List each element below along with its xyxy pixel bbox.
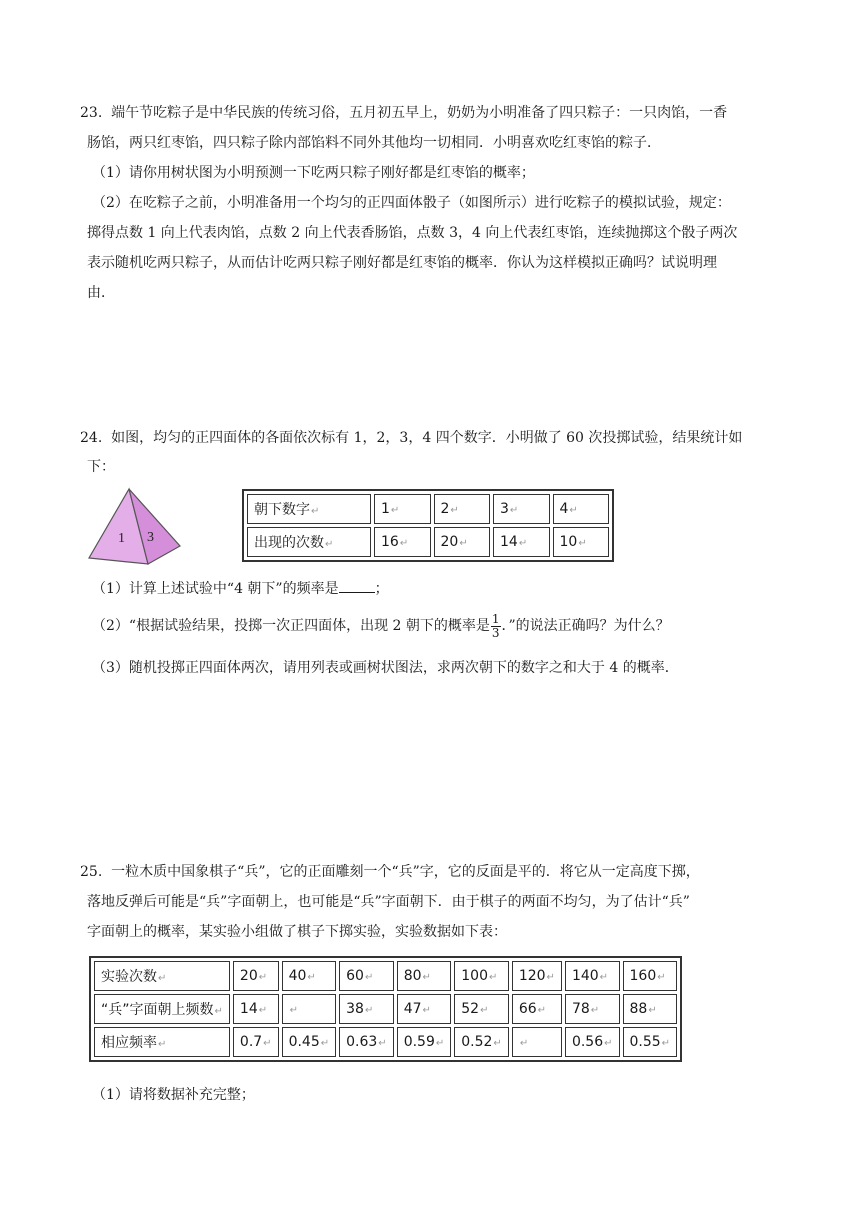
q23-part2-line4: 由．: [87, 285, 115, 301]
fraction-denominator: 3: [491, 625, 500, 640]
q23-number: 23.: [80, 105, 103, 121]
q24-stem-line2: 下：: [87, 459, 115, 475]
table-cell: 66↵: [512, 994, 562, 1024]
table-row: [94, 961, 677, 991]
q25-experiment-table: [89, 956, 682, 1062]
fraction-one-third: [491, 613, 501, 640]
q24-part2-end: ．”的说法正确吗？为什么？: [501, 618, 670, 634]
q24-stem-text: 如图，均匀的正四面体的各面依次标有 1，2，3，4 四个数字．小明做了 60 次投掷试验，结果统计如: [111, 430, 743, 446]
table-row: [94, 1027, 677, 1057]
table-cell: 16↵: [374, 527, 431, 557]
q25-number: 25.: [80, 864, 103, 880]
table-cell: 14↵: [493, 527, 550, 557]
table-cell: 20↵: [434, 527, 491, 557]
table-cell: 1↵: [374, 494, 431, 524]
table-header-cell: 出现的次数↵: [247, 527, 371, 557]
table-cell: 3↵: [493, 494, 550, 524]
table-cell: 0.59↵: [397, 1027, 452, 1057]
q25-part1: （1）请将数据补充完整；: [92, 1087, 255, 1103]
table-cell: 52↵: [454, 994, 509, 1024]
table-row: [247, 527, 609, 557]
q24-result-table: [242, 489, 614, 562]
q24-number: 24.: [80, 430, 103, 446]
table-cell: ↵: [282, 994, 337, 1024]
q25-stem-text: 一粒木质中国象棋子“兵”，它的正面雕刻一个“兵”字，它的反面是平的．将它从一定高度下掷，: [111, 864, 700, 880]
q24-part2: [92, 612, 670, 640]
table-cell: 20↵: [233, 961, 279, 991]
q24-part1-text: （1）计算上述试验中“4 朝下”的频率是: [92, 581, 339, 597]
table-row: [94, 994, 677, 1024]
q24-part1-end: ；: [374, 581, 389, 597]
table-cell: 47↵: [397, 994, 452, 1024]
q23-part2-line2: 掷得点数 1 向上代表肉馅，点数 2 向上代表香肠馅，点数 3，4 向上代表红枣馅，连续抛掷这个骰子两次: [87, 225, 738, 241]
table-cell: 0.7↵: [233, 1027, 279, 1057]
table-header-cell: 实验次数↵: [94, 961, 230, 991]
q24-stem-line1: [80, 428, 742, 448]
table-cell: 0.45↵: [282, 1027, 337, 1057]
q24-part2-text: （2）“根据试验结果，投掷一次正四面体，出现 2 朝下的概率是: [92, 618, 490, 634]
table-cell: 120↵: [512, 961, 562, 991]
answer-blank: [339, 578, 375, 593]
table-cell: 0.52↵: [454, 1027, 509, 1057]
table-cell: 2↵: [434, 494, 491, 524]
q25-stem-line1: [80, 862, 700, 882]
table-cell: 0.55↵: [623, 1027, 678, 1057]
table-header-cell: “兵”字面朝上频数↵: [94, 994, 230, 1024]
table-cell: 4↵: [553, 494, 610, 524]
table-header-cell: 朝下数字↵: [247, 494, 371, 524]
q23-stem-text: 端午节吃粽子是中华民族的传统习俗，五月初五早上，奶奶为小明准备了四只粽子：一只肉馅，一香: [111, 105, 728, 121]
table-cell: 100↵: [454, 961, 509, 991]
table-cell: 80↵: [397, 961, 452, 991]
table-cell: 78↵: [565, 994, 620, 1024]
table-cell: 14↵: [233, 994, 279, 1024]
q24-part3: （3）随机投掷正四面体两次，请用列表或画树状图法，求两次朝下的数字之和大于 4 的概率．: [92, 660, 679, 676]
table-cell: 10↵: [553, 527, 610, 557]
table-cell: 60↵: [339, 961, 394, 991]
tetrahedron-face-label-right: 3: [147, 530, 154, 545]
fraction-numerator: 1: [491, 611, 500, 626]
table-cell: 160↵: [623, 961, 678, 991]
q23-part2-line3: 表示随机吃两只粽子，从而估计吃两只粽子刚好都是红枣馅的概率．你认为这样模拟正确吗？试说明理: [87, 255, 717, 271]
q23-part1: （1）请你用树状图为小明预测一下吃两只粽子刚好都是红枣馅的概率；: [92, 165, 535, 181]
table-header-cell: 相应频率↵: [94, 1027, 230, 1057]
table-cell: 0.63↵: [339, 1027, 394, 1057]
tetrahedron-face-label-left: 1: [118, 531, 125, 546]
table-cell: 140↵: [565, 961, 620, 991]
q23-stem-line1: [80, 103, 727, 123]
table-row: [247, 494, 609, 524]
table-cell: 40↵: [282, 961, 337, 991]
q23-part2-line1: （2）在吃粽子之前，小明准备用一个均匀的正四面体骰子（如图所示）进行吃粽子的模拟试验，规定：: [92, 195, 731, 211]
q24-part1: [92, 578, 389, 599]
table-cell: 88↵: [623, 994, 678, 1024]
table-cell: ↵: [512, 1027, 562, 1057]
q25-stem-line2: 落地反弹后可能是“兵”字面朝上，也可能是“兵”字面朝下．由于棋子的两面不均匀，为了估计“兵”: [87, 894, 690, 910]
q23-stem-line2: 肠馅，两只红枣馅，四只粽子除内部馅料不同外其他均一切相同．小明喜欢吃红枣馅的粽子．: [87, 135, 661, 151]
tetrahedron-figure: [86, 486, 186, 568]
q25-stem-line3: 字面朝上的概率，某实验小组做了棋子下掷实验，实验数据如下表：: [87, 924, 507, 940]
table-cell: 0.56↵: [565, 1027, 620, 1057]
table-cell: 38↵: [339, 994, 394, 1024]
